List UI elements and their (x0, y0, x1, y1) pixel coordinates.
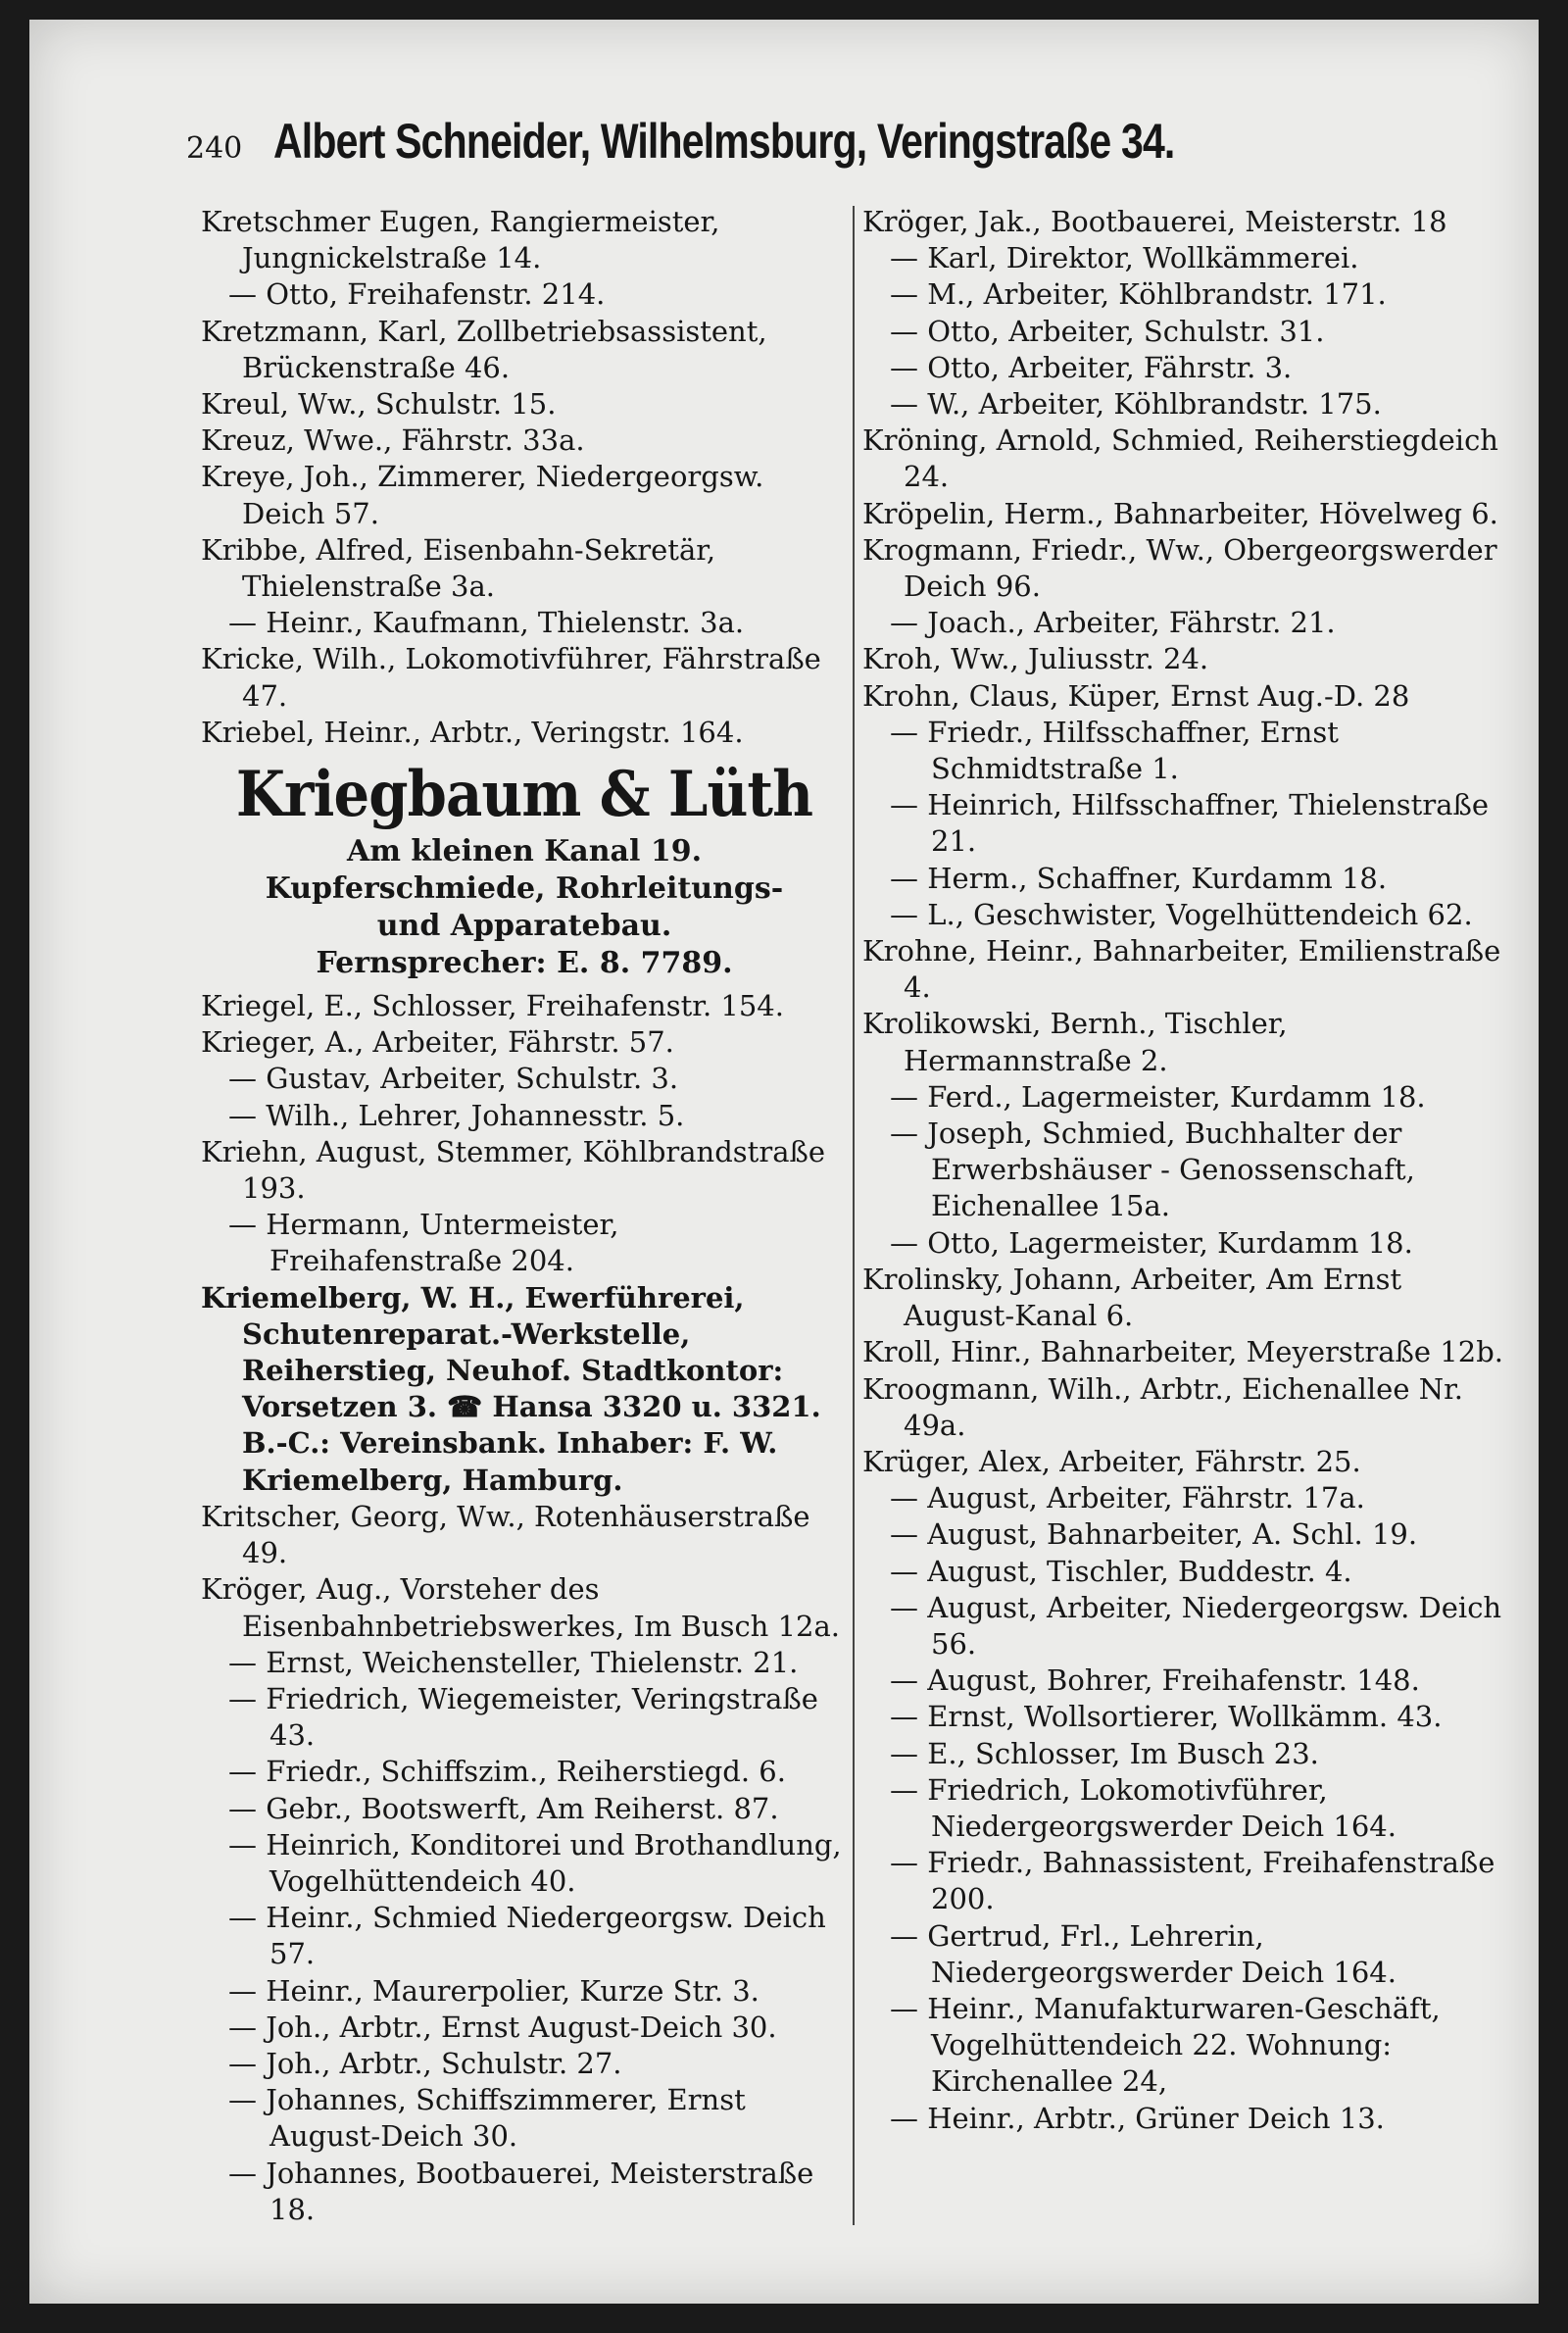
directory-entry: — Heinrich, Konditorei und Brothandlung, Vogelhüttendeich 40. (228, 1827, 842, 1898)
directory-entry: Krohn, Claus, Küper, Ernst Aug.-D. 28 (862, 678, 1410, 713)
directory-entry: — August, Bohrer, Freihafenstr. 148. (890, 1663, 1420, 1698)
directory-entry: — Heinr., Arbtr., Grüner Deich 13. (890, 2101, 1385, 2135)
directory-entry: — Otto, Freihafenstr. 214. (228, 277, 606, 312)
header-title: Albert Schneider, Wilhelmsburg, Veringstraße 34. (272, 114, 1175, 169)
directory-entry: — Joach., Arbeiter, Fährstr. 21. (890, 606, 1336, 640)
directory-entry: Kröning, Arnold, Schmied, Reiherstiegdeich 24. (862, 423, 1498, 494)
page-header (186, 113, 1372, 181)
directory-entry: Kreuz, Wwe., Fährstr. 33a. (201, 423, 585, 458)
directory-entry: — Heinrich, Hilfsschaffner, Thielenstraße 21. (890, 788, 1490, 859)
directory-entry: — L., Geschwister, Vogelhüttendeich 62. (890, 897, 1473, 931)
directory-entry: — Friedr., Bahnassistent, Freihafenstraße 200. (890, 1846, 1495, 1916)
directory-entry: — Joh., Arbtr., Schulstr. 27. (228, 2046, 622, 2080)
directory-entry: Krüger, Alex, Arbeiter, Fährstr. 25. (862, 1444, 1361, 1478)
ad-firm-name: Kriegbaum & Lüth (235, 758, 813, 832)
directory-entry: Kriegel, E., Schlosser, Freihafenstr. 154. (201, 989, 784, 1023)
directory-entry: Kribbe, Alfred, Eisenbahn-Sekretär, Thielenstraße 3a. (201, 532, 716, 604)
directory-entry: — August, Arbeiter, Niedergeorgsw. Deich 56. (890, 1590, 1502, 1661)
directory-entry: — Friedr., Schiffszim., Reiherstiegd. 6. (228, 1755, 786, 1789)
directory-entry: — Heinr., Manufakturwaren-Geschäft, Vogelhüttendeich 22. Wohnung: Kirchenallee 24, (890, 1991, 1441, 2099)
directory-entry: Kriehn, August, Stemmer, Köhlbrandstraße 193. (201, 1134, 826, 1206)
right-entries (862, 204, 1519, 2137)
column-divider (853, 206, 855, 2225)
ad-trade-line-1: Kupferschmiede, Rohrleitungs- (265, 871, 784, 907)
directory-entry: Kritscher, Georg, Ww., Rotenhäuserstraße 49. (201, 1499, 810, 1570)
left-entries-bottom (201, 988, 848, 2228)
directory-page (29, 20, 1539, 2304)
directory-entry: Kröpelin, Herm., Bahnarbeiter, Hövelweg 6. (862, 496, 1498, 530)
directory-entry: Krolinsky, Johann, Arbeiter, Am Ernst August-Kanal 6. (862, 1262, 1402, 1333)
directory-entry: — Herm., Schaffner, Kurdamm 18. (890, 861, 1388, 895)
directory-entry: — Heinr., Kaufmann, Thielenstr. 3a. (228, 606, 745, 640)
directory-entry: — Friedrich, Lokomotivführer, Niedergeorgswerder Deich 164. (890, 1772, 1396, 1843)
directory-entry: Kröger, Aug., Vorsteher des Eisenbahnbetriebswerkes, Im Busch 12a. (201, 1572, 840, 1643)
left-entries-top (201, 204, 848, 751)
directory-entry: — Ernst, Wollsortierer, Wollkämm. 43. (890, 1700, 1443, 1734)
directory-entry: — Gertrud, Frl., Lehrerin, Niedergeorgswerder Deich 164. (890, 1918, 1396, 1989)
directory-entry: Kröger, Jak., Bootbauerei, Meisterstr. 18 (862, 205, 1447, 238)
directory-entry: Kroll, Hinr., Bahnarbeiter, Meyerstraße 12b. (862, 1335, 1503, 1369)
directory-entry: — Joseph, Schmied, Buchhalter der Erwerbshäuser - Genossenschaft, Eichenallee 15a. (890, 1117, 1415, 1223)
directory-entry: Kroogmann, Wilh., Arbtr., Eichenallee Nr. 49a. (862, 1371, 1463, 1442)
directory-entry: — Wilh., Lehrer, Johannesstr. 5. (228, 1098, 685, 1132)
directory-entry: — Gebr., Bootswerft, Am Reiherst. 87. (228, 1791, 779, 1825)
directory-entry: — Otto, Lagermeister, Kurdamm 18. (890, 1225, 1413, 1260)
directory-entry: — August, Arbeiter, Fährstr. 17a. (890, 1481, 1365, 1515)
directory-entry: — M., Arbeiter, Köhlbrandstr. 171. (890, 277, 1387, 312)
directory-entry: — E., Schlosser, Im Busch 23. (890, 1736, 1319, 1770)
directory-entry: — Ernst, Weichensteller, Thielenstr. 21. (228, 1645, 799, 1679)
directory-entry: — Karl, Direktor, Wollkämmerei. (890, 241, 1359, 275)
directory-entry: — Heinr., Schmied Niedergeorgsw. Deich 57. (228, 1901, 826, 1971)
directory-entry: — Friedr., Hilfsschaffner, Ernst Schmidtstraße 1. (890, 715, 1339, 786)
directory-entry: Kroh, Ww., Juliusstr. 24. (862, 642, 1209, 676)
page-number: 240 (186, 131, 243, 166)
directory-entry: Krolikowski, Bernh., Tischler, Hermannstraße 2. (862, 1007, 1288, 1077)
ad-trade-line-2: und Apparatebau. (376, 909, 672, 944)
directory-entry: — August, Tischler, Buddestr. 4. (890, 1554, 1352, 1588)
directory-entry: — Johannes, Schiffszimmerer, Ernst August-Deich 30. (228, 2083, 746, 2154)
directory-entry: — Gustav, Arbeiter, Schulstr. 3. (228, 1062, 679, 1096)
directory-entry: — Otto, Arbeiter, Fährstr. 3. (890, 350, 1293, 384)
right-column (862, 204, 1519, 2137)
ad-phone: Fernsprecher: E. 8. 7789. (316, 946, 733, 981)
directory-entry: Kretschmer Eugen, Rangiermeister, Jungnickelstraße 14. (201, 205, 720, 275)
directory-entry: Kricke, Wilh., Lokomotivführer, Fährstraße 47. (201, 642, 821, 713)
directory-entry: Kreye, Joh., Zimmerer, Niedergeorgsw. Deich 57. (201, 460, 764, 530)
directory-entry: — Friedrich, Wiegemeister, Veringstraße 43. (228, 1681, 818, 1753)
directory-entry: — W., Arbeiter, Köhlbrandstr. 175. (890, 387, 1382, 422)
directory-entry: — Joh., Arbtr., Ernst August-Deich 30. (228, 2010, 777, 2044)
directory-entry: — August, Bahnarbeiter, A. Schl. 19. (890, 1517, 1418, 1552)
directory-entry: — Hermann, Untermeister, Freihafenstraße 204. (228, 1208, 619, 1278)
directory-entry: Kreul, Ww., Schulstr. 15. (201, 387, 557, 422)
directory-entry: Krieger, A., Arbeiter, Fährstr. 57. (201, 1025, 674, 1060)
directory-entry: — Ferd., Lagermeister, Kurdamm 18. (890, 1079, 1426, 1114)
directory-entry: — Johannes, Bootbauerei, Meisterstraße 18. (228, 2156, 814, 2226)
left-column (201, 204, 848, 2228)
ad-address: Am kleinen Kanal 19. (346, 834, 703, 869)
directory-entry: — Otto, Arbeiter, Schulstr. 31. (890, 314, 1325, 348)
directory-entry: Krohne, Heinr., Bahnarbeiter, Emilienstraße 4. (862, 934, 1501, 1005)
directory-entry: Kriebel, Heinr., Arbtr., Veringstr. 164. (201, 715, 744, 749)
advertisement (201, 757, 848, 982)
directory-entry: Krogmann, Friedr., Ww., Obergeorgswerder Deich 96. (862, 532, 1497, 604)
directory-entry: Kretzmann, Karl, Zollbetriebsassistent, Brückenstraße 46. (201, 314, 767, 384)
directory-entry: Kriemelberg, W. H., Ewerführerei, Schutenreparat.-Werkstelle, Reiherstieg, Neuhof. Stadtkontor: Vorsetzen 3. ☎ Hansa 3320 u. 3321. B.-C.: Vereinsbank. Inhaber: F. W. Kriemelberg, Hamburg. (201, 1280, 821, 1497)
directory-entry: — Heinr., Maurerpolier, Kurze Str. 3. (228, 1973, 760, 2008)
